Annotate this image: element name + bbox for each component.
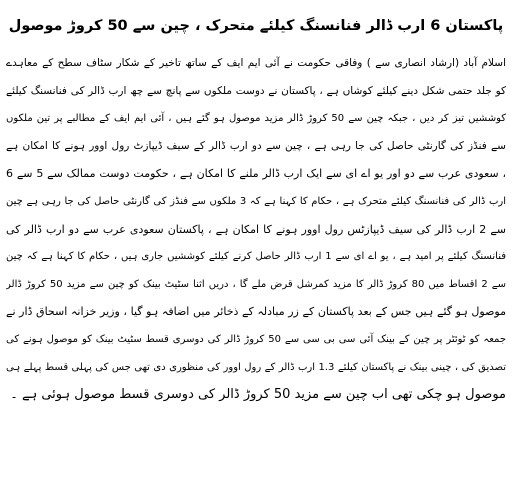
article-line: سے 2 اقساط میں 80 کروڑ ڈالر کا مزید کمرشل قرض ملے گا ، دریں اثنا سٹیٹ بینک کو چین سے مزید 50 کروڑ ڈالر: [6, 278, 506, 290]
article-line: موصول ہو گئے ہیں جس کے بعد پاکستان کے زر مبادلہ کے ذخائر میں اضافہ ہو گیا ، وزیر خزانہ اسحاق ڈار نے: [6, 305, 506, 319]
article-line: اسلام آباد (ارشاد انصاری سے ) وفاقی حکومت نے آئی ایم ایف کے ساتھ تاخیر کے شکار سٹاف سطح کے معاہدے: [6, 57, 506, 69]
article-line: سے 2 ارب ڈالر کی سیف ڈیپازٹس رول اوور ہونے کا امکان ہے ، پاکستان سعودی عرب سے دو ارب ڈالر کی: [6, 222, 506, 236]
article-line: موصول ہو چکی تھی اب چین سے مزید 50 کروڑ ڈالر کی دوسری قسط موصول ہوئی ہے ۔: [10, 387, 506, 403]
article-line: ارب ڈالر کی فنانسنگ کیلئے متحرک ہے ، حکام کا کہنا ہے کہ 3 ملکوں سے فنڈز کی گارنٹی حاصل کی جا رہی ہے چین: [6, 195, 506, 207]
article-line: ، سعودی عرب سے دو اور یو اے ای سے ایک ارب ڈالر ملنے کا امکان ہے ، حکومت دوست ممالک سے 5 سے 6: [6, 167, 506, 181]
article-body: [6, 50, 506, 409]
article-line: کو جلد حتمی شکل دینے کیلئے کوشاں ہے ، پاکستان نے دوست ملکوں سے پانچ سے چھ ارب ڈالر کی فنانسنگ کیلئے: [6, 84, 506, 97]
article-line: کوششیں تیز کر دیں ، جبکہ چین سے 50 کروڑ ڈالر مزید موصول ہو گئے ہیں ، آئی ایم ایف کے مطالبے پر تین ملکوں: [6, 113, 506, 125]
article-line: فنانسنگ کیلئے پر امید ہے ، یو اے ای سے 1 ارب ڈالر حاصل کرنے کیلئے کوششیں جاری ہیں ، حکام کا کہنا ہے کہ چین: [6, 251, 506, 263]
article-line: سے فنڈز کی گارنٹی حاصل کی جا رہی ہے ، چین سے دو ارب ڈالر کے سیف ڈیپازٹ رول اوور ہونے کا امکان ہے: [6, 139, 506, 152]
news-article: [6, 6, 506, 488]
article-headline: پاکستان 6 ارب ڈالر فنانسنگ کیلئے متحرک ، چین سے 50 کروڑ موصول: [8, 18, 504, 34]
article-line: تصدیق کی ، چینی بینک نے پاکستان کیلئے 1.3 ارب ڈالر کے رول اوور کی منظوری دی تھی جس کی پہلی قسط پہلے ہی: [6, 361, 506, 373]
article-line: جمعہ کو ٹوئٹر پر چین کے بینک آئی سی بی سی سے 50 کروڑ ڈالر کی دوسری قسط سٹیٹ بینک کو موصول ہونے کی: [6, 333, 506, 345]
